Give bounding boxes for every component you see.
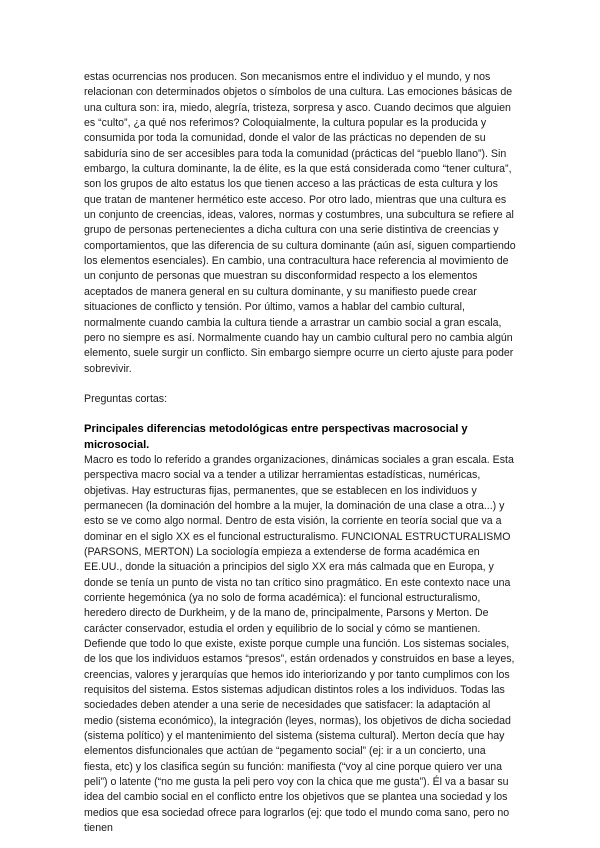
paragraph-macro: Macro es todo lo referido a grandes organizaciones, dinámicas sociales a gran escala. Esta perspectiva macro social va a tender a utilizar herramientas estadísticas, numéricas, objetivas. Hay estructuras fijas, permanentes, que se establecen en los individuos y permanecen (la dominación del hombre a la mujer, la dominación de una clase a otra...) y esto se ve como algo normal. Dentro de esta visión, la corriente en teoría social que va a dominar en el siglo XX es el funcional estructuralismo. FUNCIONAL ESTRUCTURALISMO (PARSONS, MERTON) La sociología empieza a extenderse de forma académica en EE.UU., donde la situación a principios del siglo XX era más calmada que en Europa, y donde se tenía un punto de vista no tan crítico sino pragmático. En este contexto nace una corriente hegemónica (ya no solo de forma académica): el funcional estructuralismo, heredero directo de Durkheim, y de la mano de, principalmente, Parsons y Merton. De carácter conservador, estudia el orden y equilibrio de lo social y cómo se mantienen. Defiende que todo lo que existe, existe porque cumple una función. Los sistemas sociales, de los que los individuos estamos “presos”, están ordenados y construidos en base a leyes, creencias, valores y jerarquías que hemos ido interiorizando y por tanto cumplimos con los requisitos del sistema. Estos sistemas adjudican distintos roles a los individuos. Todas las sociedades deben atender a una serie de necesidades que satisfacer: la adaptación al medio (sistema económico), la integración (leyes, normas), los objetivos de dicha sociedad (sistema político) y el mantenimiento del sistema (sistema cultural). Merton decía que hay elementos disfuncionales que actúan de “pegamento social” (ej: ir a un concierto, una fiesta, etc) y los clasifica según su función: manifiesta (“voy al cine porque quiero ver una peli”) o latente (“no me gusta la peli pero voy con la chica que me gusta”). Él va a basar su idea del cambio social en el conflicto entre los objetivos que se plantea una sociedad y los medios que esa sociedad ofrece para lograrlos (ej: que todo el mundo coma sano, pero no tienen [84,453,515,835]
section-label: Preguntas cortas: [84,392,168,405]
paragraph-spacer [84,407,516,422]
document-body [84,70,516,837]
question-heading: Principales diferencias metodológicas entre perspectivas macrosocial y microsocial. [84,423,468,451]
paragraph-spacer [84,377,516,392]
paragraph-culture: estas ocurrencias nos producen. Son mecanismos entre el individuo y el mundo, y nos relacionan con determinados objetos o símbolos de una cultura. Las emociones básicas de una cultura son: ira, miedo, alegría, tristeza, sorpresa y asco. Cuando decimos que alguien es “culto”, ¿a qué nos referimos? Coloquialmente, la cultura popular es la producida y consumida por toda la comunidad, donde el valor de las prácticas no dependen de su sabiduría sino de ser accesibles para toda la comunidad (prácticas del “pueblo llano”). Sin embargo, la cultura dominante, la de élite, es la que está considerada como “tener cultura”, son los grupos de alto estatus los que tienen acceso a las prácticas de esta cultura y los que tratan de mantener hermético este acceso. Por otro lado, mientras que una cultura es un conjunto de creencias, ideas, valores, normas y costumbres, una subcultura se refiere al grupo de personas pertenecientes a dicha cultura con una serie distintiva de creencias y comportamientos, que las diferencia de su cultura dominante (aún así, siguen compartiendo los elementos esenciales). En cambio, una contracultura hace referencia al movimiento de un conjunto de personas que muestran su disconformidad respecto a los elementos aceptados de manera general en su cultura dominante, y su manifiesto puede crear situaciones de conflicto y tensión. Por último, vamos a hablar del cambio cultural, normalmente cuando cambia la cultura tiende a arrastrar un cambio social a gran escala, pero no siempre es así. Normalmente cuando hay un cambio cultural pero no cambia algún elemento, suele surgir un conflicto. Sin embargo siempre ocurre un cierto ajuste para poder sobrevivir. [84,71,516,375]
